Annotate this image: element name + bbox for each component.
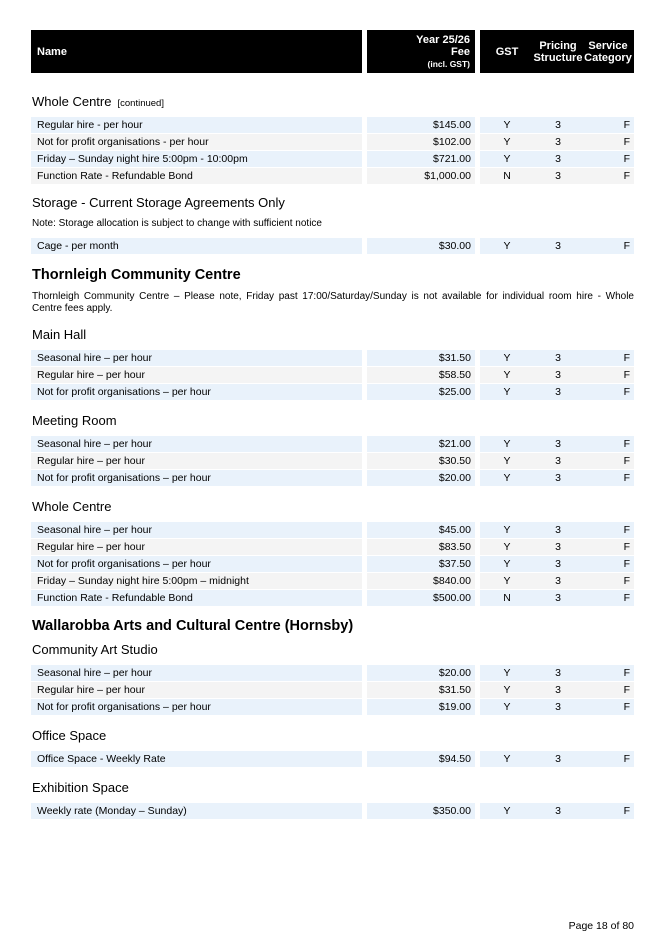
table-row [31,699,634,715]
cell-gst: Y [480,350,534,366]
cell-name: Not for profit organisations – per hour [31,384,362,400]
section-title-art-studio: Community Art Studio [32,642,158,657]
cell-fee: $30.00 [367,238,475,254]
cell-fee: $31.50 [367,350,475,366]
cell-name: Cage - per month [31,238,362,254]
cell-pricing-structure: 3 [534,151,582,167]
cell-name: Seasonal hire – per hour [31,436,362,452]
cell-fee: $37.50 [367,556,475,572]
cell-gst: Y [480,367,534,383]
cell-service-category: F [582,151,634,167]
cell-name: Friday – Sunday night hire 5:00pm – midnight [31,573,362,589]
cell-fee: $20.00 [367,665,475,681]
cell-pricing-structure: 3 [534,367,582,383]
cell-service-category: F [582,803,634,819]
cell-fee: $25.00 [367,384,475,400]
thornleigh-note: Thornleigh Community Centre – Please note, Friday past 17:00/Saturday/Sunday is not available for individual room hire - Whole Centre fees apply. [32,291,634,314]
cell-service-category: F [582,539,634,555]
cell-pricing-structure: 3 [534,470,582,486]
cell-fee: $500.00 [367,590,475,606]
cell-gst: Y [480,682,534,698]
cell-fee: $21.00 [367,436,475,452]
section-title-office-space: Office Space [32,728,107,743]
cell-fee: $58.50 [367,367,475,383]
table-row [31,384,634,400]
cell-service-category: F [582,470,634,486]
table-row [31,117,634,133]
cell-service-category: F [582,134,634,150]
cell-service-category: F [582,436,634,452]
cell-fee: $94.50 [367,751,475,767]
table-row [31,470,634,486]
cell-service-category: F [582,367,634,383]
header-service-category: Service Category [582,30,634,73]
table-row [31,751,634,767]
table-row [31,665,634,681]
cell-name: Function Rate - Refundable Bond [31,168,362,184]
section-title-meeting-room: Meeting Room [32,413,117,428]
header-gst: GST [480,30,534,73]
cell-gst: Y [480,151,534,167]
cell-service-category: F [582,384,634,400]
storage-note: Note: Storage allocation is subject to change with sufficient notice [32,218,322,229]
cell-service-category: F [582,556,634,572]
header-name: Name [31,30,362,73]
table-row [31,590,634,606]
cell-fee: $83.50 [367,539,475,555]
table-row [31,556,634,572]
cell-fee: $102.00 [367,134,475,150]
cell-pricing-structure: 3 [534,453,582,469]
cell-pricing-structure: 3 [534,590,582,606]
cell-pricing-structure: 3 [534,751,582,767]
table-row [31,573,634,589]
cell-gst: Y [480,556,534,572]
cell-service-category: F [582,453,634,469]
cell-gst: Y [480,751,534,767]
table-row [31,367,634,383]
cell-pricing-structure: 3 [534,134,582,150]
table-row [31,539,634,555]
cell-service-category: F [582,117,634,133]
table-row [31,453,634,469]
cell-name: Friday – Sunday night hire 5:00pm - 10:00pm [31,151,362,167]
cell-service-category: F [582,751,634,767]
cell-service-category: F [582,573,634,589]
cell-service-category: F [582,168,634,184]
cell-service-category: F [582,699,634,715]
cell-fee: $840.00 [367,573,475,589]
cell-name: Regular hire - per hour [31,117,362,133]
cell-gst: Y [480,803,534,819]
cell-gst: Y [480,436,534,452]
table-row [31,350,634,366]
section-title-exhibition-space: Exhibition Space [32,780,129,795]
cell-gst: Y [480,134,534,150]
cell-gst: Y [480,117,534,133]
cell-pricing-structure: 3 [534,436,582,452]
cell-fee: $721.00 [367,151,475,167]
cell-service-category: F [582,350,634,366]
cell-pricing-structure: 3 [534,238,582,254]
cell-fee: $20.00 [367,470,475,486]
table-row [31,522,634,538]
section-title-whole-centre-continued: Whole Centre [continued] [32,94,164,109]
cell-gst: Y [480,453,534,469]
cell-gst: Y [480,384,534,400]
page-number: Page 18 of 80 [568,920,634,932]
cell-gst: Y [480,699,534,715]
cell-service-category: F [582,238,634,254]
cell-gst: Y [480,238,534,254]
cell-gst: Y [480,539,534,555]
table-row [31,803,634,819]
cell-pricing-structure: 3 [534,168,582,184]
header-fee: Year 25/26 Fee (incl. GST) [367,30,475,73]
header-pricing-structure: Pricing Structure [534,30,582,73]
cell-name: Weekly rate (Monday – Sunday) [31,803,362,819]
cell-name: Not for profit organisations – per hour [31,556,362,572]
cell-service-category: F [582,682,634,698]
cell-gst: N [480,168,534,184]
cell-name: Not for profit organisations – per hour [31,699,362,715]
cell-service-category: F [582,522,634,538]
cell-pricing-structure: 3 [534,350,582,366]
cell-fee: $19.00 [367,699,475,715]
cell-pricing-structure: 3 [534,682,582,698]
cell-pricing-structure: 3 [534,117,582,133]
table-row [31,134,634,150]
table-row [31,682,634,698]
table-row [31,238,634,254]
cell-gst: Y [480,573,534,589]
table-row [31,168,634,184]
section-title-whole-centre: Whole Centre [32,499,112,514]
cell-name: Regular hire – per hour [31,682,362,698]
cell-fee: $45.00 [367,522,475,538]
cell-fee: $1,000.00 [367,168,475,184]
cell-fee: $145.00 [367,117,475,133]
table-row [31,436,634,452]
cell-name: Function Rate - Refundable Bond [31,590,362,606]
cell-name: Regular hire – per hour [31,367,362,383]
heading-wallarobba: Wallarobba Arts and Cultural Centre (Hornsby) [32,618,354,634]
cell-name: Seasonal hire – per hour [31,522,362,538]
cell-name: Not for profit organisations – per hour [31,470,362,486]
cell-pricing-structure: 3 [534,573,582,589]
cell-gst: Y [480,522,534,538]
section-title-main-hall: Main Hall [32,327,87,342]
cell-name: Regular hire – per hour [31,453,362,469]
cell-service-category: F [582,590,634,606]
cell-name: Office Space - Weekly Rate [31,751,362,767]
cell-fee: $31.50 [367,682,475,698]
cell-gst: Y [480,470,534,486]
cell-pricing-structure: 3 [534,699,582,715]
cell-pricing-structure: 3 [534,384,582,400]
section-title-storage: Storage - Current Storage Agreements Only [32,195,285,210]
cell-gst: N [480,590,534,606]
cell-pricing-structure: 3 [534,522,582,538]
cell-name: Not for profit organisations - per hour [31,134,362,150]
table-row [31,151,634,167]
cell-pricing-structure: 3 [534,539,582,555]
cell-name: Regular hire – per hour [31,539,362,555]
heading-thornleigh: Thornleigh Community Centre [32,267,241,283]
cell-pricing-structure: 3 [534,803,582,819]
cell-name: Seasonal hire – per hour [31,350,362,366]
cell-gst: Y [480,665,534,681]
cell-fee: $350.00 [367,803,475,819]
cell-pricing-structure: 3 [534,665,582,681]
cell-pricing-structure: 3 [534,556,582,572]
cell-fee: $30.50 [367,453,475,469]
table-header [31,30,634,73]
cell-service-category: F [582,665,634,681]
cell-name: Seasonal hire – per hour [31,665,362,681]
